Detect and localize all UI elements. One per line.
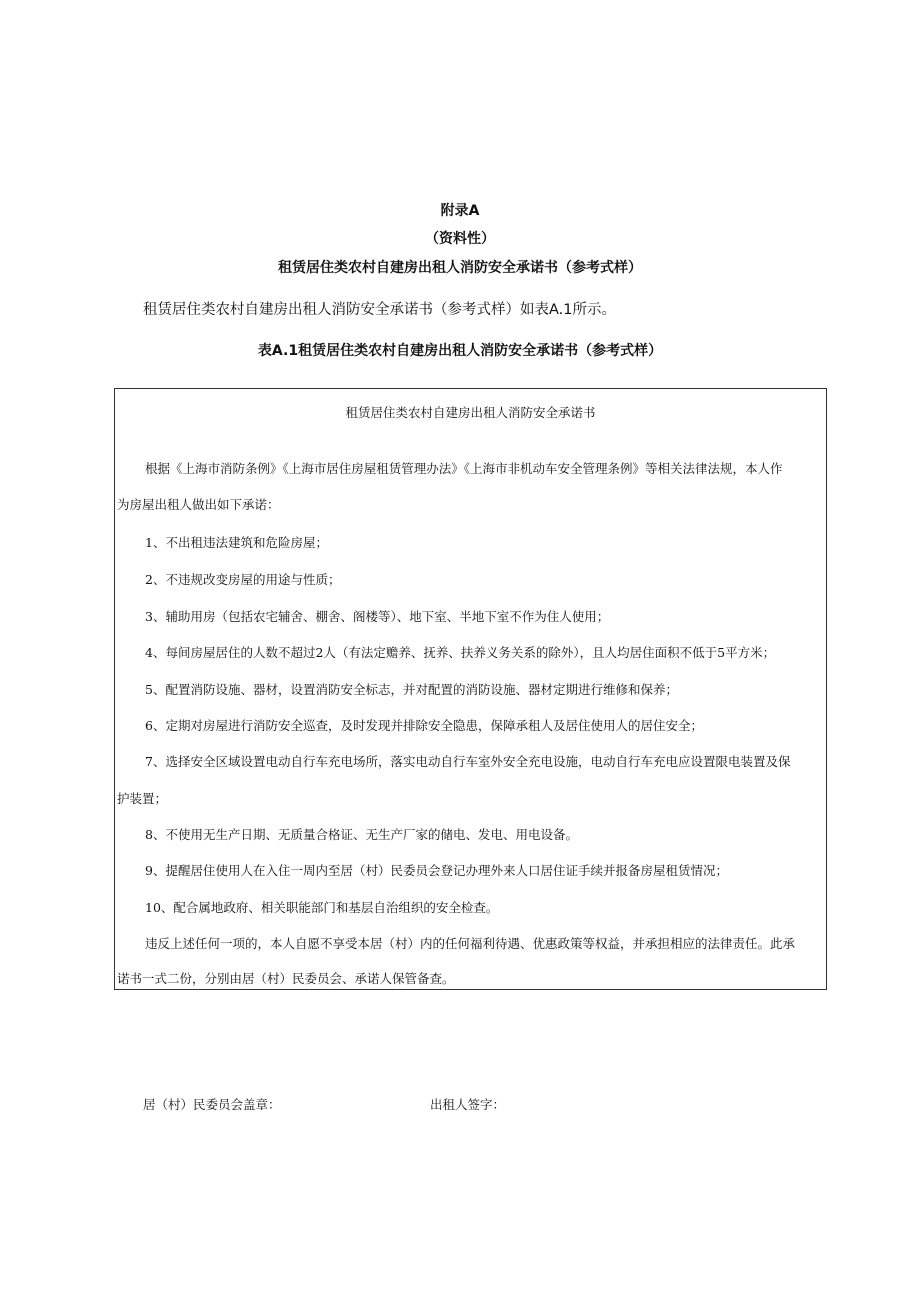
- pledge-item-3: 3、辅助用房（包括农宅辅舍、棚舍、阁楼等）、地下室、半地下室不作为住人使用；: [145, 609, 610, 624]
- pledge-item-5: 5、配置消防设施、器材，设置消防安全标志，并对配置的消防设施、器材定期进行维修和保养；: [145, 682, 678, 697]
- pledge-item-10: 10、配合属地政府、相关职能部门和基层自治组织的安全检查。: [145, 900, 499, 915]
- pledge-item-1: 1、不出租违法建筑和危险房屋；: [145, 535, 328, 550]
- pledge-item-6: 6、定期对房屋进行消防安全巡查，及时发现并排除安全隐患，保障承租人及居住使用人的居住安全；: [145, 718, 703, 733]
- intro-paragraph: 租赁居住类农村自建房出租人消防安全承诺书（参考式样）如表A.1所示。: [143, 302, 616, 318]
- pledge-item-4: 4、每间房屋居住的人数不超过2人（有法定赡养、抚养、扶养义务关系的除外），且人均居住面积不低于5平方米；: [145, 645, 776, 660]
- appendix-label: 附录A: [440, 203, 480, 219]
- pledge-form: [114, 388, 827, 990]
- lessor-signature-label: 出租人签字：: [430, 1097, 506, 1112]
- pledge-closing-line-1: 违反上述任何一项的，本人自愿不享受本居（村）内的任何福利待遇、优惠政策等权益，并承担相应的法律责任。此承: [145, 936, 796, 951]
- pledge-closing-line-2: 诺书一式二份，分别由居（村）民委员会、承诺人保管备查。: [117, 971, 455, 986]
- pledge-item-2: 2、不违规改变房屋的用途与性质；: [145, 572, 341, 587]
- committee-seal-label: 居（村）民委员会盖章：: [143, 1097, 281, 1112]
- pledge-item-7-line-2: 护装置；: [117, 791, 168, 806]
- pledge-item-9: 9、提醒居住使用人在入住一周内至居（村）民委员会登记办理外来人口居住证手续并报备房屋租赁情况；: [145, 863, 728, 878]
- table-caption: 表A.1租赁居住类农村自建房出租人消防安全承诺书（参考式样）: [257, 343, 663, 359]
- pledge-preamble-line-1: 根据《上海市消防条例》《上海市居住房屋租赁管理办法》《上海市非机动车安全管理条例》等相关法律法规，本人作: [145, 461, 783, 476]
- pledge-item-8: 8、不使用无生产日期、无质量合格证、无生产厂家的储电、发电、用电设备。: [145, 827, 578, 842]
- appendix-nature: （资料性）: [425, 231, 495, 247]
- pledge-item-7-line-1: 7、选择安全区域设置电动自行车充电场所，落实电动自行车室外安全充电设施，电动自行车充电应设置限电装置及保: [145, 754, 791, 769]
- appendix-title: 租赁居住类农村自建房出租人消防安全承诺书（参考式样）: [278, 260, 642, 276]
- pledge-preamble-line-2: 为房屋出租人做出如下承诺：: [117, 497, 280, 512]
- pledge-title: 租赁居住类农村自建房出租人消防安全承诺书: [345, 405, 596, 420]
